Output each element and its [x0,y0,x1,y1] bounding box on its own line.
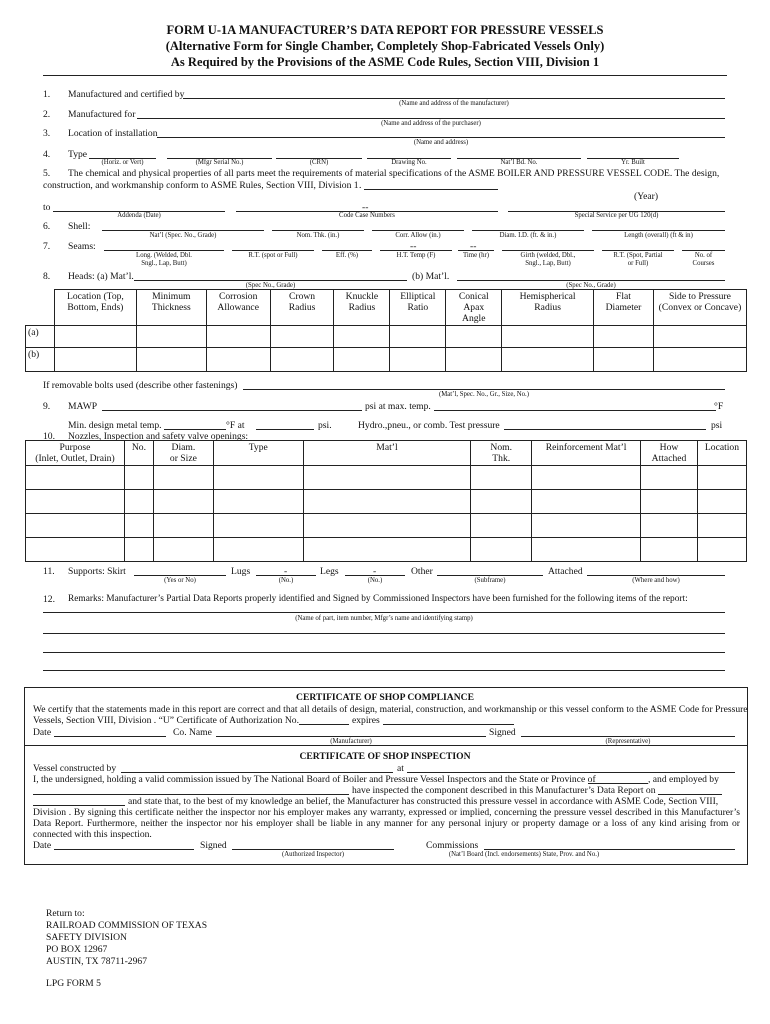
item-number: 10. [43,431,55,442]
table-cell[interactable] [653,348,746,372]
other-label: Other [411,566,433,577]
item5-text: The chemical and physical properties of all parts meet the requirements of material specifications of the ASME BOILER AND PRESSURE VESSEL CODE. The design, [68,168,720,179]
to-label: to [43,202,51,213]
other-field[interactable] [437,575,543,576]
dash: - [373,566,377,577]
representative-signature-field[interactable] [521,736,735,737]
table-cell[interactable] [334,348,390,372]
inspection-sign-date-field[interactable] [54,849,194,850]
caption: Special Service per UG 120(d) [574,212,659,219]
manufactured-certified-label: Manufactured and certified by [68,89,185,100]
commissions-field[interactable] [484,849,735,850]
table-cell[interactable] [532,514,641,538]
dashes: -- [470,241,477,252]
min-temp-label: Min. design metal temp. [68,420,162,431]
caption: Drawing No. [391,159,427,166]
item-number: 11. [43,566,55,577]
shell-label: Shell: [68,221,91,232]
location-label: Location of installation [68,128,158,139]
inspection-date-field[interactable] [658,794,722,795]
compliance-text-2: Vessels, Section VIII, Division . “U” Certificate of Authorization No. [33,715,299,726]
seam-ht-field[interactable] [380,250,452,251]
caption: Long. (Welded, Dbl. Sngl., Lap, Butt) [136,252,192,267]
table-cell[interactable] [124,538,153,562]
bolts-field[interactable] [243,389,725,390]
form-id: LPG FORM 5 [46,978,101,989]
table-cell[interactable] [213,538,303,562]
min-temp-psi-field[interactable] [256,429,314,430]
table-cell[interactable] [641,490,698,514]
compliance-text: We certify that the statements made in this report are correct and that all details of design, material, construction, and workmanship or this vessel conform to the ASME Code for Pressure [33,704,748,715]
caption: (Subframe) [474,577,506,584]
seam-girth-field[interactable] [502,250,594,251]
column-header: Location (Top, Bottom, Ends) [54,290,136,326]
dashes: -- [362,202,369,213]
table-cell[interactable] [206,326,270,348]
column-header: Diam. or Size [153,441,213,466]
row-label: (a) [26,326,55,348]
form-subtitle: (Alternative Form for Single Chamber, Completely Shop-Fabricated Vessels Only) [165,39,605,53]
compliance-title: CERTIFICATE OF SHOP COMPLIANCE [296,692,474,703]
table-cell[interactable] [124,514,153,538]
return-address-line: SAFETY DIVISION [46,932,127,943]
item-number: 4. [43,149,51,160]
table-cell[interactable] [26,514,125,538]
caption: Diam. I.D. (ft. & in.) [499,232,557,239]
table-cell[interactable] [303,466,471,490]
psi-at-label: psi at max. temp. [365,401,431,412]
caption: (Spec No., Grade) [245,282,296,289]
psi-label: psi. [318,420,332,431]
table-cell[interactable] [697,514,746,538]
constructed-by-field[interactable] [121,772,393,773]
caption: (Name and address of the manufacturer) [399,100,509,107]
removable-bolts-label: If removable bolts used (describe other fastenings) [43,380,238,391]
seam-eff-field[interactable] [322,250,372,251]
dash: - [284,566,288,577]
remarks-line[interactable] [43,612,725,613]
caption: (Representative) [605,738,651,745]
remarks-label: Remarks: Manufacturer’s Partial Data Reports properly identified and Signed by Commissioned Inspectors have been furnished for the following items of the report: [68,594,688,604]
table-cell[interactable] [153,514,213,538]
nozzles-label: Nozzles, Inspection and safety valve openings: [68,431,249,442]
form-subtitle-2: As Required by the Provisions of the ASME Code Rules, Section VIII, Division 1 [170,55,600,69]
seam-time-field[interactable] [458,250,494,251]
caption: Time (hr) [463,252,489,259]
caption: (CRN) [309,159,329,166]
attached-label: Attached [548,566,583,577]
table-cell[interactable] [334,326,390,348]
f-at-label: °F at [226,420,245,431]
caption: H.T. Temp (F) [396,252,436,259]
shell-thk-field[interactable] [272,230,364,231]
caption: Yr. Built [621,159,645,166]
hydro-label: Hydro.,pneu., or comb. Test pressure [358,420,500,431]
caption: (Manufacturer) [330,738,372,745]
column-header: Type [213,441,303,466]
signed-label: Signed [489,727,516,738]
caption: Code Case Numbers [339,212,395,219]
manufacturer-field[interactable] [183,98,725,99]
heads-table [25,289,747,372]
item5-dot: . [359,180,362,191]
table-cell[interactable] [270,326,334,348]
item-number: 2. [43,109,51,120]
inspector-text: I, the undersigned, holding a valid commission issued by The National Board of Boiler and Pressure Vessel Inspectors and the State or Province of [33,774,596,785]
item-number: 6. [43,221,51,232]
form-title: FORM U-1A MANUFACTURER’S DATA REPORT FOR PRESSURE VESSELS [166,23,604,37]
table-cell[interactable] [532,490,641,514]
column-header: How Attached [641,441,698,466]
caption: R.T. (Spot, Partial or Full) [613,252,663,267]
table-cell[interactable] [136,326,206,348]
table-cell[interactable] [471,514,532,538]
caption: Nom. Thk. (in.) [296,232,340,239]
heads-a-label: Heads: (a) Mat’l. [68,271,134,282]
return-to-label: Return to: [46,908,85,919]
table-cell[interactable] [641,466,698,490]
table-cell[interactable] [532,466,641,490]
table-cell[interactable] [697,538,746,562]
date-label: Date [33,727,52,738]
shell-diam-field[interactable] [472,230,584,231]
caption: (Where and how) [632,577,680,584]
remarks-line[interactable] [43,670,725,671]
table-cell[interactable] [303,538,471,562]
table-cell[interactable] [594,326,654,348]
caption: (Authorized Inspector) [281,851,345,858]
state-field[interactable] [588,783,648,784]
return-address-line: PO BOX 12967 [46,944,108,955]
caption: (Nat’l Board (Incl. endorsements) State, Prov. and No.) [448,851,600,858]
shell-corr-field[interactable] [372,230,464,231]
caption: (Name and address) [413,139,469,146]
and-employed-label: , and employed by [648,774,719,785]
column-header: Flat Diameter [594,290,654,326]
item5-text-2: construction, and workmanship conform to ASME Rules, Section VIII, Division 1 [43,180,359,191]
constructed-by-label: Vessel constructed by [33,763,117,774]
caption: No. of Courses [692,252,715,267]
column-header: Side to Pressure (Convex or Concave) [653,290,746,326]
manufactured-for-label: Manufactured for [68,109,136,120]
table-cell[interactable] [532,538,641,562]
shell-material-field[interactable] [102,230,264,231]
psi-label-2: psi [711,420,723,431]
table-cell[interactable] [641,514,698,538]
item-number: 12. [43,594,55,605]
table-cell[interactable] [26,538,125,562]
table-cell[interactable] [653,326,746,348]
type-label: Type [68,149,88,160]
heads-b-label: (b) Mat’l. [412,271,450,282]
item-number: 5. [43,168,51,179]
table-cell[interactable] [502,326,594,348]
test-pressure-field[interactable] [504,429,706,430]
table-cell[interactable] [213,490,303,514]
item-number: 1. [43,89,51,100]
max-temp-field[interactable] [434,410,716,411]
mawp-field[interactable] [102,410,362,411]
column-header: Location [697,441,746,466]
column-header: Elliptical Ratio [390,290,446,326]
head-b-material-field[interactable] [457,280,725,281]
return-address-line: RAILROAD COMMISSION OF TEXAS [46,920,208,931]
caption: Girth (welded, Dbl., Sngl., Lap, Butt) [520,252,576,267]
caption: (Mfgr Serial No.) [195,159,244,166]
caption: (Name of part, item number, Mfgr’s name and identifying stamp) [295,615,473,622]
date-label: Date [33,840,52,851]
table-cell[interactable] [502,348,594,372]
item-number: 9. [43,401,51,412]
inspection-disclaimer: Division . By signing this certificate neither the inspector nor his employer makes any warranty, expressed or implied, concerning the pressure vessel described in this Manufacturer’s Data Report. Furthermore, neither the inspector nor his employer shall be liable in any manner for any personal injury or property damage or a loss of any kind arising from or connected with this inspection. [33,807,740,840]
caption: R.T. (spot or Full) [248,252,298,259]
at-label: at [397,763,404,774]
lugs-label: Lugs [231,566,251,577]
column-header: Knuckle Radius [334,290,390,326]
table-cell[interactable] [136,348,206,372]
table-cell[interactable] [124,466,153,490]
table-cell[interactable] [446,348,502,372]
year-field[interactable] [364,189,498,190]
caption: (No.) [278,577,294,584]
caption: Eff. (%) [335,252,359,259]
table-cell[interactable] [270,348,334,372]
row-label: (b) [26,348,55,372]
employer-field[interactable] [33,794,349,795]
caption: (Horiz. or Vert) [101,159,144,166]
legs-label: Legs [320,566,339,577]
table-cell[interactable] [390,326,446,348]
remarks-line[interactable] [43,652,725,653]
column-header: Crown Radius [270,290,334,326]
commissions-label: Commissions [426,840,479,851]
seam-rt-field[interactable] [232,250,314,251]
table-cell[interactable] [303,490,471,514]
header-divider [43,75,727,76]
column-header: Nom. Thk. [471,441,532,466]
head-a-material-field[interactable] [134,280,407,281]
co-name-label: Co. Name [173,727,212,738]
column-header: Hemispherical Radius [502,290,594,326]
dashes: -- [410,241,417,252]
caption: Length (overall) (ft & in) [624,232,693,239]
item-number: 3. [43,128,51,139]
table-cell[interactable] [471,490,532,514]
shell-length-field[interactable] [592,230,725,231]
caption: (No.) [367,577,383,584]
table-cell[interactable] [206,348,270,372]
inspector-signature-field[interactable] [232,849,394,850]
mawp-label: MAWP [68,401,98,412]
table-cell[interactable] [697,466,746,490]
table-cell[interactable] [641,538,698,562]
column-header: Minimum Thickness [136,290,206,326]
table-cell[interactable] [153,466,213,490]
date-field[interactable] [54,736,166,737]
caption: Nat’l Bd. No. [500,159,538,166]
return-address-line: AUSTIN, TX 78711-2967 [46,956,147,967]
caption: (Spec No., Grade) [566,282,616,289]
state-date-field[interactable] [33,805,125,806]
co-name-field[interactable] [216,736,486,737]
table-cell[interactable] [54,326,136,348]
seam-rt2-field[interactable] [602,250,674,251]
year-caption: (Year) [634,191,659,202]
constructed-at-field[interactable] [407,772,735,773]
table-cell[interactable] [213,466,303,490]
table-cell[interactable] [213,514,303,538]
location-field[interactable] [157,137,725,138]
seam-long-field[interactable] [104,250,224,251]
table-cell[interactable] [153,538,213,562]
caption: Nat’l (Spec. No., Grade) [149,232,217,239]
deg-f-label: °F [714,401,724,412]
table-cell[interactable] [124,490,153,514]
table-cell[interactable] [697,490,746,514]
min-temp-field[interactable] [164,429,226,430]
column-header: Purpose (Inlet, Outlet, Drain) [26,441,125,466]
table-cell[interactable] [26,466,125,490]
expires-field[interactable] [383,724,514,725]
inspected-text: have inspected the component described in this Manufacturer’s Data Report on [352,785,656,796]
item-number: 7. [43,241,51,252]
supports-label: Supports: Skirt [68,566,126,577]
caption: (Mat’l, Spec. No., Gr., Size, No.) [438,391,530,398]
table-cell[interactable] [471,466,532,490]
signed-label: Signed [200,840,227,851]
seam-courses-field[interactable] [682,250,725,251]
item-number: 8. [43,271,51,282]
and-state-text: and state that, to the best of my knowledge an belief, the Manufacturer has constructed this pressure vessel in accordance with ASME Code, Section VIII, [128,796,719,807]
purchaser-field[interactable] [137,118,725,119]
caption: (Name and address of the purchaser) [381,120,481,127]
nozzles-table [25,440,747,562]
table-cell[interactable] [446,326,502,348]
table-cell[interactable] [153,490,213,514]
certificate-divider [24,745,747,746]
inspection-title: CERTIFICATE OF SHOP INSPECTION [299,751,471,762]
expires-label: expires [352,715,380,726]
table-cell[interactable] [303,514,471,538]
column-header: Mat’l [303,441,471,466]
column-header: No. [124,441,153,466]
caption: Corr. Allow (in.) [395,232,441,239]
table-cell[interactable] [390,348,446,372]
remarks-line[interactable] [43,633,725,634]
blank-cell [26,290,55,326]
seams-label: Seams: [68,241,96,252]
column-header: Conical Apax Angle [446,290,502,326]
table-cell[interactable] [594,348,654,372]
column-header: Corrosion Allowance [206,290,270,326]
caption: (Yes or No) [164,577,196,584]
skirt-field[interactable] [134,575,226,576]
table-cell[interactable] [54,348,136,372]
attached-field[interactable] [587,575,725,576]
table-cell[interactable] [26,490,125,514]
column-header: Reinforcement Mat’l [532,441,641,466]
caption: Addenda (Date) [117,212,161,219]
table-cell[interactable] [471,538,532,562]
authorization-no-field[interactable] [299,724,349,725]
